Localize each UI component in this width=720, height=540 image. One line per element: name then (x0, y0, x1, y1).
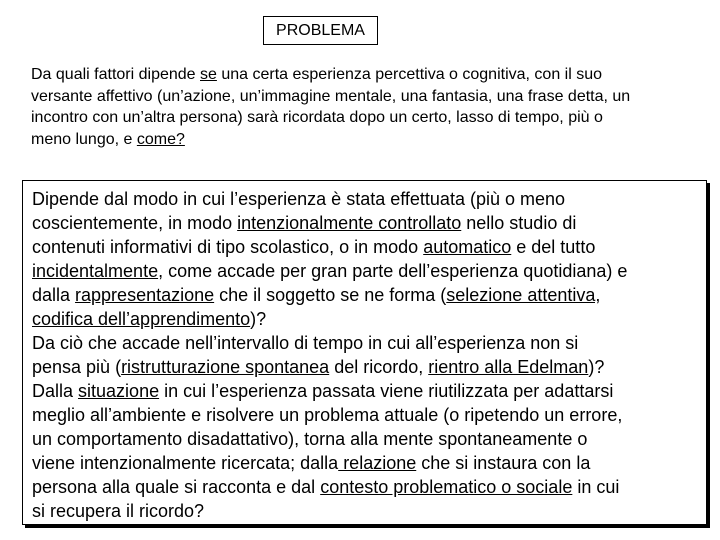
text-line (32, 283, 702, 307)
question-text (31, 64, 716, 150)
text-line (32, 427, 702, 451)
underlined-term: automatico (423, 237, 512, 257)
text-segment: Da quali fattori dipende (31, 66, 200, 83)
text-line (32, 211, 702, 235)
text-segment: nello studio di (461, 213, 577, 233)
text-segment: meglio all’ambiente e risolvere un problema attuale (o ripetendo un errore, (32, 405, 623, 425)
underlined-term: rientro alla Edelman (428, 357, 589, 377)
underlined-term: contesto problematico o sociale (320, 477, 573, 497)
text-line (31, 107, 716, 129)
text-segment: )? (588, 357, 605, 377)
underlined-term: selezione attentiva, (446, 285, 601, 305)
text-segment: contenuti informativi di tipo scolastico, o in modo (32, 237, 424, 257)
answer-text (32, 187, 702, 523)
underlined-term: intenzionalmente controllato (237, 213, 462, 233)
text-line (31, 86, 716, 108)
underlined-term: incidentalmente (32, 261, 159, 281)
text-line (32, 475, 702, 499)
text-segment: Da ciò che accade nell’intervallo di tempo in cui all’esperienza non si (32, 333, 579, 353)
text-line (31, 64, 716, 86)
text-segment: viene intenzionalmente ricercata; dalla (32, 453, 339, 473)
text-line (32, 355, 702, 379)
title-box (263, 16, 378, 45)
underlined-term: codifica dell’apprendimento (32, 309, 251, 329)
text-segment: pensa più ( (32, 357, 122, 377)
underlined-term: relazione (338, 453, 417, 473)
text-line (32, 307, 702, 331)
text-segment: versante affettivo (un’azione, un’immagine mentale, una fantasia, una frase detta, un (31, 87, 631, 105)
text-segment: in cui (572, 477, 620, 497)
answer-box (22, 180, 707, 525)
underlined-term: situazione (78, 381, 160, 401)
text-segment: incontro con un’altra persona) sarà ricordata dopo un certo, lasso di tempo, più o (31, 109, 603, 126)
underlined-term: come? (136, 130, 185, 148)
text-segment: , come accade per gran parte dell’esperienza quotidiana) e (158, 261, 628, 281)
text-segment: del ricordo, (329, 357, 429, 377)
text-segment: persona alla quale si racconta e dal (32, 477, 321, 497)
text-line (32, 499, 702, 523)
text-line (32, 403, 702, 427)
text-segment: in cui l’esperienza passata viene riutilizzata per adattarsi (159, 381, 614, 401)
text-line (32, 331, 702, 355)
text-segment: dalla (32, 285, 76, 305)
text-segment: meno lungo, e (31, 130, 137, 148)
underlined-term: se (200, 66, 217, 83)
text-segment: che il soggetto se ne forma ( (214, 285, 447, 305)
underlined-term: rappresentazione (75, 285, 215, 305)
text-segment: Dipende dal modo in cui l’esperienza è stata effettuata (più o meno (32, 189, 566, 209)
text-line (32, 259, 702, 283)
text-line (32, 379, 702, 403)
text-segment: una certa esperienza percettiva o cognitiva, con il suo (216, 66, 603, 83)
text-line (31, 129, 716, 151)
text-line (32, 235, 702, 259)
text-segment: Dalla (32, 381, 79, 401)
text-segment: si recupera il ricordo? (32, 501, 205, 521)
underlined-term: ristrutturazione spontanea (121, 357, 330, 377)
text-segment: coscientemente, in modo (32, 213, 238, 233)
text-line (32, 187, 702, 211)
text-segment: che si instaura con la (416, 453, 591, 473)
text-line (32, 451, 702, 475)
text-segment: e del tutto (511, 237, 596, 257)
page-title: PROBLEMA (276, 22, 365, 39)
text-segment: )? (250, 309, 267, 329)
text-segment: un comportamento disadattativo), torna alla mente spontaneamente o (32, 429, 588, 449)
